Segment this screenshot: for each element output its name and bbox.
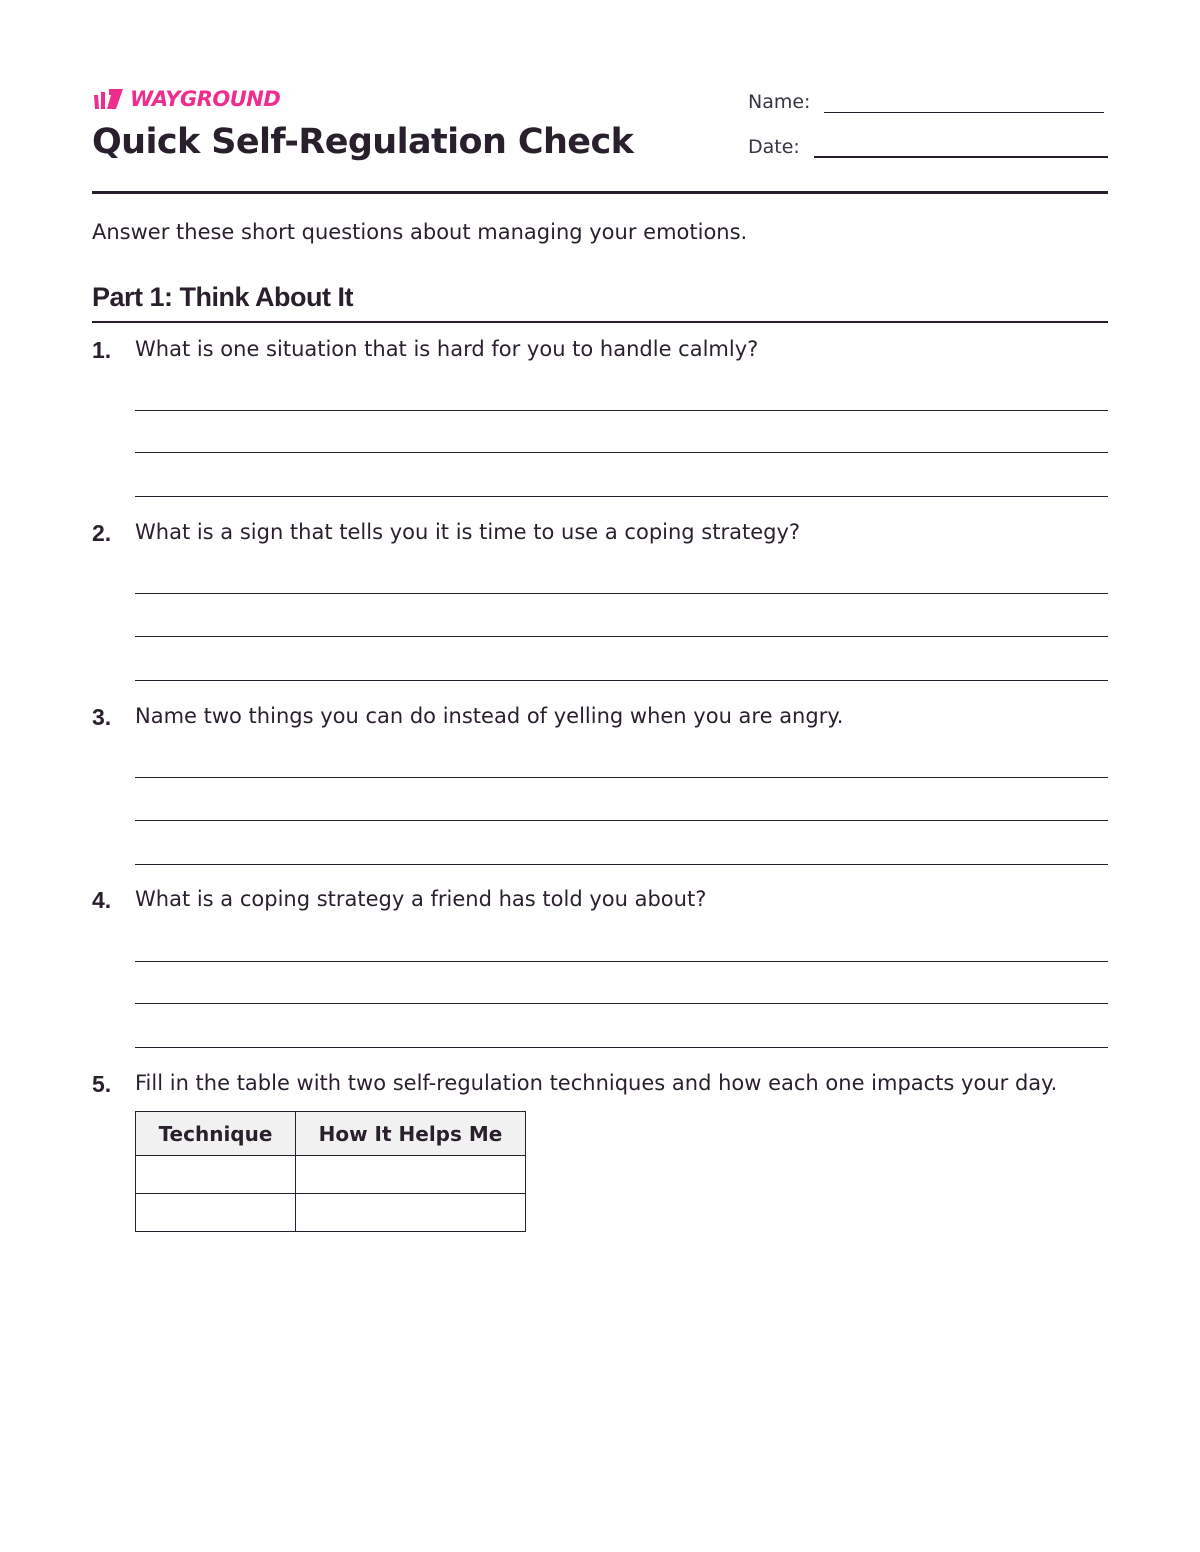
technique-table <box>135 1111 526 1232</box>
date-field <box>748 134 1108 158</box>
answer-line[interactable] <box>135 864 1108 865</box>
name-input-line[interactable] <box>824 90 1104 113</box>
brand <box>92 86 280 112</box>
brand-name: WAYGROUND <box>130 87 281 111</box>
answer-line[interactable] <box>135 636 1108 637</box>
date-input-line[interactable] <box>814 134 1108 158</box>
question-text: What is a sign that tells you it is time to use a coping strategy? <box>135 520 801 544</box>
question-text: Fill in the table with two self-regulation techniques and how each one impacts your day. <box>135 1071 1058 1095</box>
answer-line[interactable] <box>135 680 1108 681</box>
question-number: 5. <box>92 1071 112 1097</box>
question-number: 4. <box>92 887 112 913</box>
wayground-logo-icon <box>92 87 124 111</box>
answer-line[interactable] <box>135 593 1108 594</box>
answer-line[interactable] <box>135 961 1108 962</box>
table-cell-technique[interactable] <box>136 1156 296 1194</box>
header-divider <box>92 191 1108 194</box>
part-1-divider <box>92 321 1108 323</box>
answer-line[interactable] <box>135 820 1108 821</box>
question-text: What is one situation that is hard for you to handle calmly? <box>135 337 759 361</box>
table-cell-how-it-helps[interactable] <box>296 1156 526 1194</box>
table-cell-how-it-helps[interactable] <box>296 1194 526 1232</box>
table-header-row <box>136 1112 526 1156</box>
question-number: 1. <box>92 337 112 363</box>
question-text: Name two things you can do instead of yelling when you are angry. <box>135 704 844 728</box>
intro-text: Answer these short questions about managing your emotions. <box>92 220 748 244</box>
question-number: 2. <box>92 520 112 546</box>
answer-line[interactable] <box>135 777 1108 778</box>
table-row <box>136 1156 526 1194</box>
date-label: Date: <box>748 136 800 158</box>
answer-line[interactable] <box>135 496 1108 497</box>
answer-line[interactable] <box>135 1003 1108 1004</box>
question-number: 3. <box>92 704 112 730</box>
question-text: What is a coping strategy a friend has told you about? <box>135 887 707 911</box>
page-title: Quick Self-Regulation Check <box>92 122 634 162</box>
column-header-how-it-helps: How It Helps Me <box>296 1112 526 1156</box>
name-field <box>748 90 1104 113</box>
worksheet-page <box>92 0 1108 1552</box>
part-1-heading: Part 1: Think About It <box>92 282 353 312</box>
table-row <box>136 1194 526 1232</box>
answer-line[interactable] <box>135 410 1108 411</box>
answer-line[interactable] <box>135 452 1108 453</box>
table-cell-technique[interactable] <box>136 1194 296 1232</box>
name-label: Name: <box>748 91 811 113</box>
column-header-technique: Technique <box>136 1112 296 1156</box>
answer-line[interactable] <box>135 1047 1108 1048</box>
